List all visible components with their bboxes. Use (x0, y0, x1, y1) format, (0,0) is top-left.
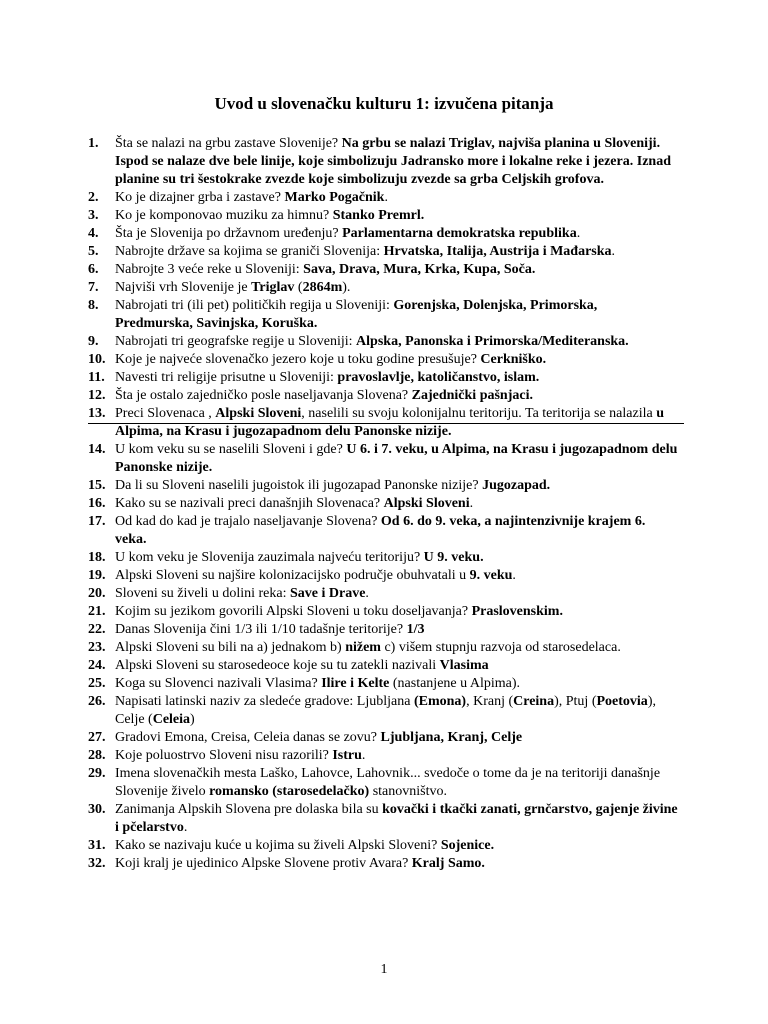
answer-text: Cerkniško. (480, 352, 547, 367)
prompt-text: Koje je najveće slovenačko jezero koje u toku godine presušuje? (115, 352, 481, 367)
answer-text: U 9. veku. (423, 550, 484, 565)
question-item (88, 135, 678, 189)
question-number: 27. (88, 730, 106, 745)
answer-text: 2864m (302, 280, 343, 295)
answer-text: Vlasima (439, 658, 489, 673)
prompt-text: Nabrojte države sa kojima se graniči Slovenija: (115, 244, 384, 259)
question-text (115, 729, 678, 747)
question-item (88, 387, 678, 405)
answer-text: Save i Drave (289, 586, 366, 601)
question-text (115, 855, 678, 873)
question-text (115, 765, 678, 801)
prompt-text: Zanimanja Alpskih Slovena pre dolaska bila su (115, 802, 383, 817)
prompt-text: Koje poluostrvo Sloveni nisu razorili? (115, 748, 333, 763)
question-number: 5. (88, 244, 99, 259)
question-number: 21. (88, 604, 106, 619)
answer-text: Alpska, Panonska i Primorska/Mediteranska. (356, 334, 629, 349)
prompt-text: Imena slovenačkih mesta Laško, Lahovce, Lahovnik... svedoče o tome da je na teritoriji današnje Slovenije živelo (115, 766, 661, 799)
prompt-text: . (611, 244, 616, 259)
question-item (88, 855, 678, 873)
question-item (88, 621, 678, 639)
question-number: 9. (88, 334, 99, 349)
prompt-text: ) (190, 712, 195, 727)
question-text (115, 747, 678, 765)
question-number: 8. (88, 298, 99, 313)
question-text (115, 675, 678, 693)
question-text (115, 369, 678, 387)
page-number: 1 (380, 962, 388, 977)
prompt-text: ). (342, 280, 351, 295)
question-number: 31. (88, 838, 106, 853)
question-item (88, 495, 678, 513)
prompt-text: Kako su se nazivali preci današnjih Slovenaca? (115, 496, 384, 511)
question-item (88, 693, 678, 729)
question-item (88, 657, 678, 675)
question-number: 4. (88, 226, 99, 241)
prompt-text: Ko je komponovao muziku za himnu? (115, 208, 333, 223)
prompt-text: . (512, 568, 516, 583)
question-text (115, 225, 678, 243)
prompt-text: U kom veku su se naselili Sloveni i gde? (115, 442, 347, 457)
prompt-text: Nabrojte 3 veće reke u Sloveniji: (115, 262, 304, 277)
prompt-text: . (183, 820, 188, 835)
question-text (115, 207, 678, 225)
prompt-text: Kojim su jezikom govorili Alpski Sloveni u toku doseljavanja? (115, 604, 472, 619)
document-title: Uvod u slovenačku kulturu 1: izvučena pitanja (214, 94, 554, 113)
question-text (115, 549, 678, 567)
question-item (88, 837, 678, 855)
question-number: 15. (88, 478, 106, 493)
question-text (115, 495, 678, 513)
prompt-text: . (361, 748, 366, 763)
question-item (88, 747, 678, 765)
answer-text: Stanko Premrl. (332, 208, 425, 223)
question-text (115, 189, 678, 207)
question-number: 1. (88, 136, 99, 151)
prompt-text: Alpski Sloveni su starosedeoce koje su tu zatekli nazivali (115, 658, 440, 673)
question-item (88, 297, 678, 333)
prompt-text: , Kranj ( (466, 694, 514, 709)
answer-text: Parlamentarna demokratska republika (342, 226, 577, 241)
question-item (88, 513, 678, 549)
prompt-text: Navesti tri religije prisutne u Sloveniji: (115, 370, 338, 385)
prompt-text: stanovništvo. (369, 784, 447, 799)
question-number: 17. (88, 514, 106, 529)
question-item (88, 639, 678, 657)
prompt-text: Alpski Sloveni su bili na a) jednakom b) (115, 640, 346, 655)
answer-text: Poetovia (596, 694, 648, 709)
answer-text: Na grbu se nalazi Triglav, najviša planina u Sloveniji. Ispod se nalaze dve bele linije, koje simbolizuju Jadransko more i lokalne reke i jezera. Iznad planine su tri šestokrake zvezde koje simbolizuju zvezde sa grba Celjskih grofova. (115, 136, 671, 187)
question-item (88, 333, 678, 351)
question-text (115, 801, 678, 837)
question-item (88, 351, 678, 369)
question-item (88, 279, 678, 297)
question-text (115, 621, 678, 639)
prompt-text: Napisati latinski naziv za sledeće gradove: Ljubljana (115, 694, 414, 709)
answer-text: Sava, Drava, Mura, Krka, Kupa, Soča. (303, 262, 536, 277)
question-item (88, 729, 678, 747)
prompt-text: Preci Slovenaca , (115, 406, 216, 421)
question-item (88, 675, 678, 693)
question-number: 16. (88, 496, 106, 511)
prompt-text: Nabrojati tri geografske regije u Sloveniji: (115, 334, 357, 349)
question-text (115, 261, 678, 279)
prompt-text: Nabrojati tri (ili pet) političkih regija u Sloveniji: (115, 298, 394, 313)
question-text (115, 693, 678, 729)
prompt-text: Ko je dizajner grba i zastave? (115, 190, 285, 205)
question-item (88, 225, 678, 243)
prompt-text: Kako se nazivaju kuće u kojima su živeli Alpski Sloveni? (115, 838, 441, 853)
question-number: 14. (88, 442, 106, 457)
prompt-text: . (365, 586, 369, 601)
prompt-text: . (384, 190, 388, 205)
question-number: 13. (88, 406, 106, 421)
question-text (115, 513, 678, 549)
question-number: 32. (88, 856, 106, 871)
answer-text: U 6. i 7. veku, u Alpima, na Krasu i jugozapadnom delu Panonske nizije. (115, 442, 678, 475)
question-item (88, 207, 678, 225)
prompt-text: Šta je Slovenija po državnom uređenju? (115, 226, 343, 241)
question-item (88, 765, 678, 801)
prompt-text: Danas Slovenija čini 1/3 ili 1/10 tadašnje teritorije? (115, 622, 407, 637)
question-item (88, 441, 678, 477)
question-text (115, 135, 678, 189)
question-list (88, 135, 678, 873)
question-number: 25. (88, 676, 106, 691)
prompt-text: , naselili su svoju kolonijalnu teritoriju. Ta teritorija se nalazila (301, 406, 657, 421)
answer-text: Praslovenskim. (471, 604, 563, 619)
prompt-text: Od kad do kad je trajalo naseljavanje Slovena? (115, 514, 381, 529)
question-text (115, 603, 678, 621)
question-number: 28. (88, 748, 106, 763)
prompt-text: Koji kralj je ujedinico Alpske Slovene protiv Avara? (115, 856, 412, 871)
answer-text: Marko Pogačnik (284, 190, 385, 205)
answer-text: nižem (345, 640, 381, 655)
answer-text: Triglav (251, 280, 295, 295)
question-number: 10. (88, 352, 106, 367)
question-text (115, 351, 678, 369)
answer-text: Ljubljana, Kranj, Celje (380, 730, 523, 745)
question-text (115, 333, 678, 351)
section-divider (88, 423, 684, 424)
question-item (88, 369, 678, 387)
question-number: 19. (88, 568, 106, 583)
question-number: 20. (88, 586, 106, 601)
question-text (115, 657, 678, 675)
answer-text: kovački i tkački zanati, grnčarstvo, gajenje živine i pčelarstvo (115, 802, 678, 835)
question-number: 22. (88, 622, 106, 637)
answer-text: u Alpima, na Krasu i jugozapadnom delu Panonske nizije. (115, 406, 664, 439)
answer-text: Creina (513, 694, 555, 709)
question-text (115, 639, 678, 657)
answer-text: Alpski Sloveni (215, 406, 302, 421)
question-item (88, 603, 678, 621)
answer-text: Zajednički pašnjaci. (411, 388, 533, 403)
question-text (115, 567, 678, 585)
answer-text: Istru (332, 748, 362, 763)
answer-text: 1/3 (406, 622, 425, 637)
question-item (88, 801, 678, 837)
question-number: 12. (88, 388, 106, 403)
question-number: 30. (88, 802, 106, 817)
question-text (115, 279, 678, 297)
question-number: 26. (88, 694, 106, 709)
question-item (88, 549, 678, 567)
prompt-text: (nastanjene u Alpima). (389, 676, 521, 691)
answer-text: (Emona) (413, 694, 467, 709)
prompt-text: Alpski Sloveni su najšire kolonizacijsko područje obuhvatali u (115, 568, 470, 583)
prompt-text: ), Ptuj ( (554, 694, 597, 709)
question-number: 3. (88, 208, 99, 223)
prompt-text: . (469, 496, 474, 511)
question-text (115, 297, 678, 333)
question-item (88, 567, 678, 585)
question-number: 2. (88, 190, 99, 205)
question-number: 29. (88, 766, 106, 781)
answer-text: Alpski Sloveni (383, 496, 470, 511)
answer-text: Hrvatska, Italija, Austrija i Mađarska (383, 244, 612, 259)
question-text (115, 477, 678, 495)
prompt-text: Da li su Sloveni naselili jugoistok ili jugozapad Panonske nizije? (115, 478, 483, 493)
prompt-text: Šta je ostalo zajedničko posle naseljavanja Slovena? (115, 388, 412, 403)
answer-text: Gorenjska, Dolenjska, Primorska, Predmurska, Savinjska, Koruška. (115, 298, 598, 331)
prompt-text: U kom veku je Slovenija zauzimala najveću teritoriju? (115, 550, 424, 565)
answer-text: Celeia (152, 712, 191, 727)
question-text (115, 837, 678, 855)
answer-text: Od 6. do 9. veka, a najintenzivnije krajem 6. veka. (115, 514, 646, 547)
question-number: 18. (88, 550, 106, 565)
answer-text: 9. veku (469, 568, 513, 583)
question-number: 23. (88, 640, 106, 655)
prompt-text: Šta se nalazi na grbu zastave Slovenije? (115, 136, 342, 151)
prompt-text: . (576, 226, 581, 241)
prompt-text: Koga su Slovenci nazivali Vlasima? (115, 676, 322, 691)
question-item (88, 585, 678, 603)
question-item (88, 243, 678, 261)
prompt-text: Sloveni su živeli u dolini reka: (115, 586, 290, 601)
question-text (115, 387, 678, 405)
question-text (115, 585, 678, 603)
question-item (88, 477, 678, 495)
answer-text: romansko (starosedelačko) (209, 784, 370, 799)
question-number: 6. (88, 262, 99, 277)
question-number: 11. (88, 370, 105, 385)
prompt-text: Gradovi Emona, Creisa, Celeia danas se zovu? (115, 730, 381, 745)
question-number: 7. (88, 280, 99, 295)
prompt-text: Najviši vrh Slovenije je (115, 280, 252, 295)
answer-text: pravoslavlje, katoličanstvo, islam. (337, 370, 540, 385)
answer-text: Ilire i Kelte (321, 676, 390, 691)
question-item (88, 261, 678, 279)
answer-text: Kralj Samo. (411, 856, 485, 871)
prompt-text: ( (294, 280, 303, 295)
answer-text: Jugozapad. (482, 478, 551, 493)
question-text (115, 243, 678, 261)
answer-text: Sojenice. (440, 838, 495, 853)
question-item (88, 189, 678, 207)
prompt-text: c) višem stupnju razvoja od starosedelaca. (380, 640, 621, 655)
question-number: 24. (88, 658, 106, 673)
prompt-text: ), Celje ( (115, 694, 656, 727)
question-text (115, 441, 678, 477)
